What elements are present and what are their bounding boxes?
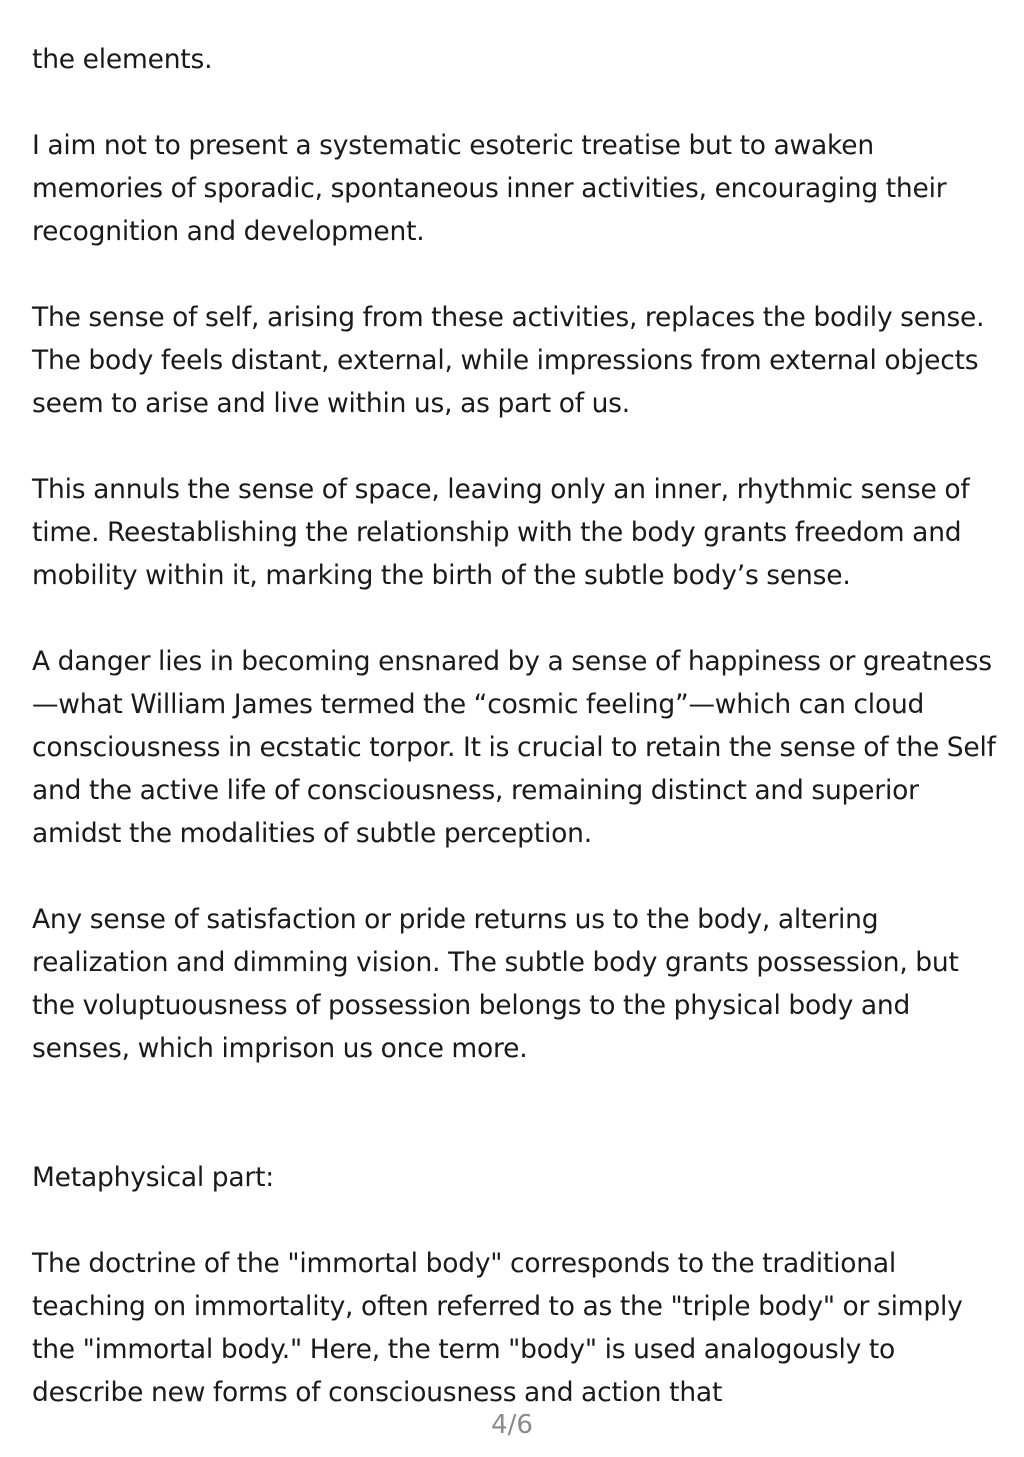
document-page[interactable] [32,38,1007,1457]
paragraph-7: The doctrine of the "immortal body" corresponds to the traditional teaching on immortality, often referred to as the "triple body" or simply the "immortal body." Here, the term "body" is used analogously to describe new forms of consciousness and action that [32,1248,963,1408]
section-heading: Metaphysical part: [32,1162,275,1193]
paragraph-1: the elements. [32,44,213,75]
paragraph-3: The sense of self, arising from these activities, replaces the bodily sense. The body feels distant, external, while impressions from external objects seem to arise and live within us, as part of us. [32,302,985,419]
paragraph-6: Any sense of satisfaction or pride returns us to the body, altering realization and dimming vision. The subtle body grants possession, but the voluptuousness of possession belongs to the physical body and senses, which imprison us once more. [32,904,959,1064]
paragraph-5: A danger lies in becoming ensnared by a sense of happiness or greatness—what William James termed the “cosmic feeling”—which can cloud consciousness in ecstatic torpor. It is crucial to retain the sense of the Self and the active life of consciousness, remaining distinct and superior amidst the modalities of subtle perception. [32,646,996,849]
paragraph-2: I aim not to present a systematic esoteric treatise but to awaken memories of sporadic, spontaneous inner activities, encouraging their recognition and development. [32,130,947,247]
paragraph-4: This annuls the sense of space, leaving only an inner, rhythmic sense of time. Reestablishing the relationship with the body grants freedom and mobility within it, marking the birth of the subtle body’s sense. [32,474,970,591]
page-indicator: 4/6 [491,1410,533,1440]
